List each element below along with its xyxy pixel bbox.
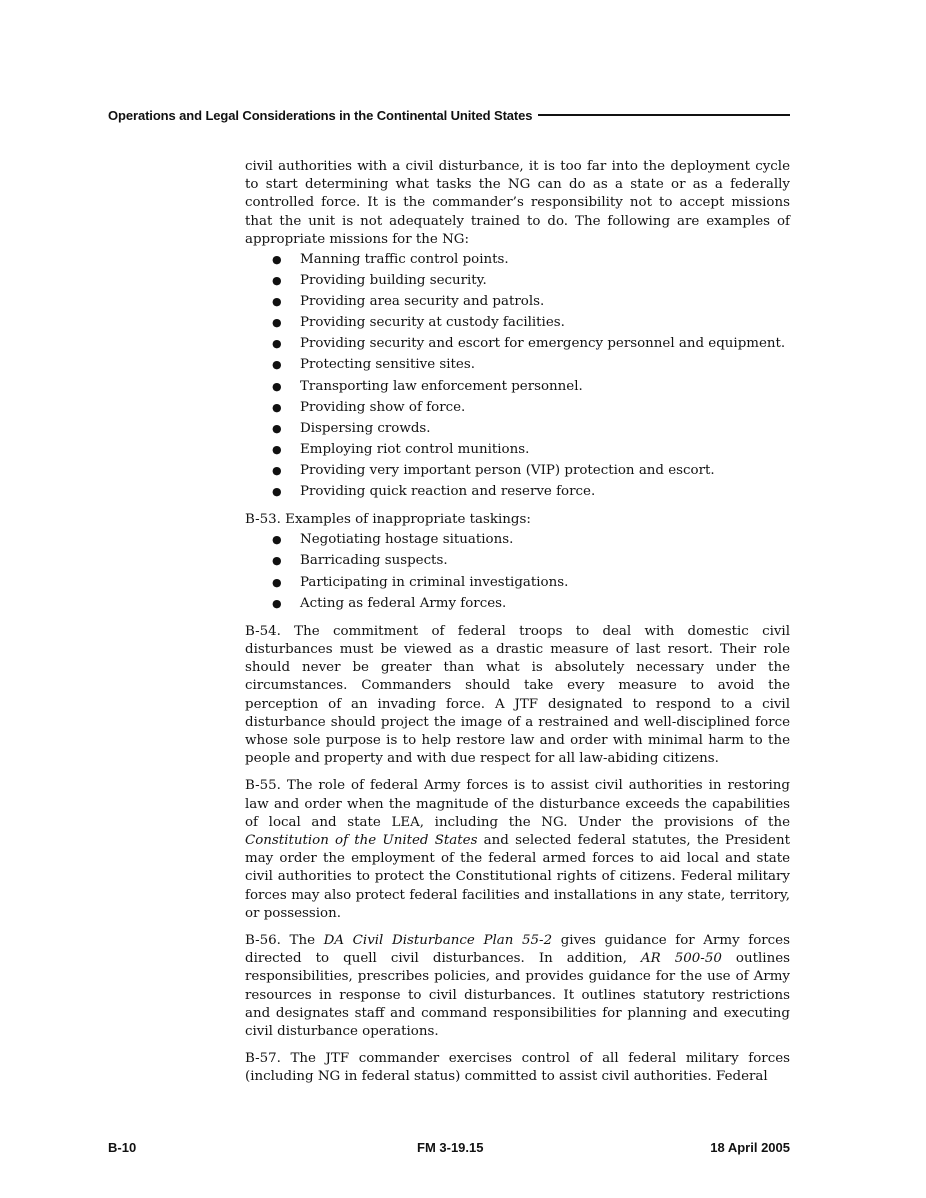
header-rule: [538, 114, 790, 116]
list-item: ● Transporting law enforcement personnel.: [245, 376, 790, 397]
header-title: Operations and Legal Considerations in the Continental United States: [108, 107, 533, 123]
constitution-citation: Constitution of the United States: [245, 832, 478, 848]
page-footer: [108, 1140, 790, 1158]
manual-number: FM 3-19.15: [417, 1140, 484, 1155]
list-item: ● Providing building security.: [245, 270, 790, 291]
list-item: ● Participating in criminal investigations.: [245, 572, 790, 593]
list-item: ● Providing quick reaction and reserve force.: [245, 481, 790, 502]
bullet-icon: ●: [272, 554, 282, 568]
regulation-citation: AR 500-50: [640, 951, 722, 967]
list-item: ● Negotiating hostage situations.: [245, 529, 790, 550]
paragraph-b55: B-55. The role of federal Army forces is to assist civil authorities in restoring law and order when the magnitude of the disturbance exceeds the capabilities of local and state LEA, including the NG. Under the provisions of the Constitution of the United States and selected federal statutes, the President may order the employment of the federal armed forces to aid local and state civil authorities to protect the Constitutional rights of citizens. Federal military forces may also protect federal facilities and installations in any state, territory, or possession.: [245, 778, 790, 921]
paragraph-b53: B-53. Examples of inappropriate taskings:: [245, 512, 531, 528]
publication-date: 18 April 2005: [710, 1140, 790, 1155]
bullet-icon: ●: [272, 358, 282, 372]
bullet-icon: ●: [272, 316, 282, 330]
list-item: ● Providing very important person (VIP) protection and escort.: [245, 460, 790, 481]
list-item: ● Dispersing crowds.: [245, 418, 790, 439]
bullet-icon: ●: [272, 379, 282, 393]
appropriate-missions-list: [245, 249, 790, 502]
list-item: ● Acting as federal Army forces.: [245, 593, 790, 614]
bullet-icon: ●: [272, 295, 282, 309]
bullet-icon: ●: [272, 485, 282, 499]
list-item: ● Providing area security and patrols.: [245, 291, 790, 312]
paragraph-b57: B-57. The JTF commander exercises control of all federal military forces (including NG in federal status) committed to assist civil authorities. Federal: [245, 1051, 790, 1085]
intro-paragraph: civil authorities with a civil disturbance, it is too far into the deployment cycle to start determining what tasks the NG can do as a state or as a federally controlled force. It is the commander’s responsibility not to accept missions that the unit is not adequately trained to do. The following are examples of appropriate missions for the NG:: [245, 159, 790, 247]
body-text: [245, 158, 790, 1087]
page-number: B-10: [108, 1140, 137, 1155]
list-item: ● Providing security at custody facilities.: [245, 312, 790, 333]
list-item: ● Protecting sensitive sites.: [245, 354, 790, 375]
bullet-icon: ●: [272, 575, 282, 589]
page-header: [108, 104, 790, 126]
bullet-icon: ●: [272, 442, 282, 456]
bullet-icon: ●: [272, 533, 282, 547]
list-item: ● Employing riot control munitions.: [245, 439, 790, 460]
bullet-icon: ●: [272, 274, 282, 288]
inappropriate-taskings-list: [245, 529, 790, 613]
bullet-icon: ●: [272, 253, 282, 267]
plan-citation: DA Civil Disturbance Plan 55-2: [323, 932, 553, 948]
list-item: ● Providing security and escort for emergency personnel and equipment.: [245, 333, 790, 354]
bullet-icon: ●: [272, 400, 282, 414]
list-item: ● Manning traffic control points.: [245, 249, 790, 270]
paragraph-b56: B-56. The DA Civil Disturbance Plan 55-2 gives guidance for Army forces directed to quell civil disturbances. In addition, AR 500-50 outlines responsibilities, prescribes policies, and provides guidance for the use of Army resources in response to civil disturbances. It outlines statutory restrictions and designates staff and command responsibilities for planning and executing civil disturbance operations.: [245, 932, 790, 1039]
list-item: ● Barricading suspects.: [245, 550, 790, 571]
bullet-icon: ●: [272, 463, 282, 477]
paragraph-b54: B-54. The commitment of federal troops to deal with domestic civil disturbances must be viewed as a drastic measure of last resort. Their role should never be greater than what is absolutely necessary under the circumstances. Commanders should take every measure to avoid the perception of an invading force. A JTF designated to respond to a civil disturbance should project the image of a restrained and well-disciplined force whose sole purpose is to help restore law and order with minimal harm to the people and property and with due respect for all law-abiding citizens.: [245, 623, 790, 767]
list-item: ● Providing show of force.: [245, 397, 790, 418]
bullet-icon: ●: [272, 421, 282, 435]
bullet-icon: ●: [272, 337, 282, 351]
bullet-icon: ●: [272, 596, 282, 610]
